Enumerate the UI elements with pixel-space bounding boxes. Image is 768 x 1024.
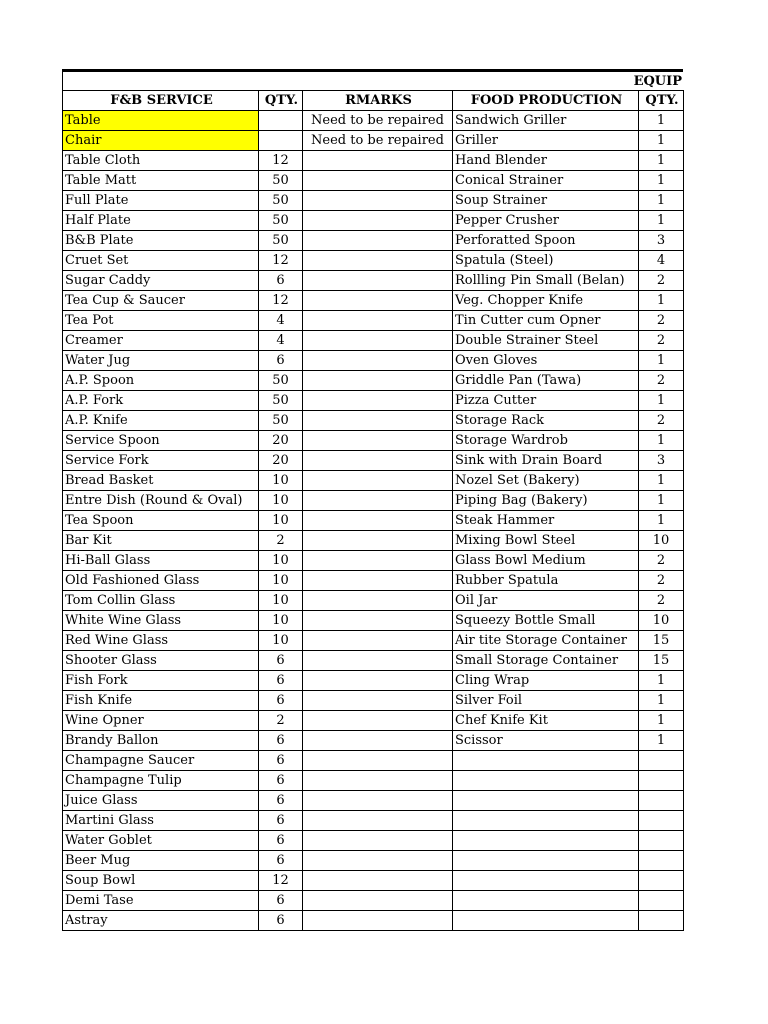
fp-item-cell: Griddle Pan (Tawa) bbox=[453, 371, 639, 391]
fb-qty-cell: 12 bbox=[259, 251, 303, 271]
fb-item-cell: B&B Plate bbox=[63, 231, 259, 251]
table-row bbox=[63, 511, 684, 531]
table-row bbox=[63, 271, 684, 291]
table-row bbox=[63, 171, 684, 191]
fb-qty-cell: 6 bbox=[259, 911, 303, 931]
fb-qty-cell bbox=[259, 131, 303, 151]
fb-item-cell: A.P. Spoon bbox=[63, 371, 259, 391]
fp-qty-cell bbox=[639, 891, 684, 911]
fp-qty-cell: 1 bbox=[639, 431, 684, 451]
fp-item-cell: Storage Rack bbox=[453, 411, 639, 431]
fb-qty-cell: 10 bbox=[259, 471, 303, 491]
table-row bbox=[63, 531, 684, 551]
fb-qty-cell: 12 bbox=[259, 151, 303, 171]
fp-item-cell bbox=[453, 751, 639, 771]
table-row bbox=[63, 551, 684, 571]
fb-qty-cell: 12 bbox=[259, 871, 303, 891]
fp-qty-cell: 15 bbox=[639, 651, 684, 671]
remarks-cell bbox=[303, 431, 453, 451]
fb-qty-cell: 6 bbox=[259, 831, 303, 851]
remarks-cell bbox=[303, 871, 453, 891]
fp-item-cell: Hand Blender bbox=[453, 151, 639, 171]
remarks-cell bbox=[303, 411, 453, 431]
table-row bbox=[63, 671, 684, 691]
fp-qty-cell: 3 bbox=[639, 231, 684, 251]
fp-qty-cell: 2 bbox=[639, 591, 684, 611]
fb-item-cell: Table Matt bbox=[63, 171, 259, 191]
fb-item-cell: Tea Spoon bbox=[63, 511, 259, 531]
fb-item-cell: Full Plate bbox=[63, 191, 259, 211]
table-row bbox=[63, 311, 684, 331]
equipment-sheet bbox=[62, 69, 683, 931]
table-row bbox=[63, 611, 684, 631]
remarks-cell bbox=[303, 591, 453, 611]
remarks-cell bbox=[303, 651, 453, 671]
fb-qty-cell: 10 bbox=[259, 511, 303, 531]
fp-item-cell: Tin Cutter cum Opner bbox=[453, 311, 639, 331]
fp-item-cell: Veg. Chopper Knife bbox=[453, 291, 639, 311]
fp-item-cell: Soup Strainer bbox=[453, 191, 639, 211]
fb-item-cell: Water Jug bbox=[63, 351, 259, 371]
fp-item-cell: Steak Hammer bbox=[453, 511, 639, 531]
fb-qty-cell: 2 bbox=[259, 531, 303, 551]
header-fb-service: F&B SERVICE bbox=[63, 91, 259, 111]
table-row bbox=[63, 191, 684, 211]
fp-qty-cell: 2 bbox=[639, 371, 684, 391]
remarks-cell bbox=[303, 731, 453, 751]
remarks-cell bbox=[303, 611, 453, 631]
fb-item-cell: Tea Cup & Saucer bbox=[63, 291, 259, 311]
fp-item-cell: Silver Foil bbox=[453, 691, 639, 711]
fb-item-cell: Red Wine Glass bbox=[63, 631, 259, 651]
remarks-cell bbox=[303, 831, 453, 851]
fp-item-cell: Oven Gloves bbox=[453, 351, 639, 371]
fb-item-cell: Old Fashioned Glass bbox=[63, 571, 259, 591]
fp-item-cell: Air tite Storage Container bbox=[453, 631, 639, 651]
fb-qty-cell: 6 bbox=[259, 731, 303, 751]
fp-item-cell: Mixing Bowl Steel bbox=[453, 531, 639, 551]
fp-qty-cell: 1 bbox=[639, 731, 684, 751]
fp-item-cell: Conical Strainer bbox=[453, 171, 639, 191]
sheet-title-row bbox=[62, 69, 683, 90]
fp-qty-cell: 1 bbox=[639, 391, 684, 411]
fb-qty-cell: 2 bbox=[259, 711, 303, 731]
fp-qty-cell: 1 bbox=[639, 291, 684, 311]
fp-qty-cell: 1 bbox=[639, 131, 684, 151]
remarks-cell bbox=[303, 231, 453, 251]
table-row bbox=[63, 651, 684, 671]
table-row bbox=[63, 451, 684, 471]
sheet-title: EQUIP bbox=[633, 74, 682, 89]
fb-qty-cell: 6 bbox=[259, 751, 303, 771]
fb-qty-cell: 6 bbox=[259, 651, 303, 671]
fb-qty-cell: 50 bbox=[259, 411, 303, 431]
fb-item-cell: Juice Glass bbox=[63, 791, 259, 811]
fp-qty-cell: 15 bbox=[639, 631, 684, 651]
table-row bbox=[63, 891, 684, 911]
fp-item-cell: Griller bbox=[453, 131, 639, 151]
fb-item-cell: Tom Collin Glass bbox=[63, 591, 259, 611]
remarks-cell bbox=[303, 211, 453, 231]
remarks-cell bbox=[303, 491, 453, 511]
fb-item-cell: A.P. Fork bbox=[63, 391, 259, 411]
fb-qty-cell: 10 bbox=[259, 491, 303, 511]
fp-qty-cell: 1 bbox=[639, 151, 684, 171]
fp-item-cell: Oil Jar bbox=[453, 591, 639, 611]
table-row bbox=[63, 771, 684, 791]
fp-qty-cell: 4 bbox=[639, 251, 684, 271]
fb-item-cell: Table bbox=[63, 111, 259, 131]
header-fp-qty: QTY. bbox=[639, 91, 684, 111]
remarks-cell bbox=[303, 671, 453, 691]
fp-qty-cell: 2 bbox=[639, 271, 684, 291]
remarks-cell bbox=[303, 331, 453, 351]
remarks-cell bbox=[303, 311, 453, 331]
fp-qty-cell bbox=[639, 791, 684, 811]
fb-qty-cell: 6 bbox=[259, 851, 303, 871]
table-row bbox=[63, 851, 684, 871]
fp-qty-cell: 10 bbox=[639, 611, 684, 631]
table-row bbox=[63, 231, 684, 251]
fb-item-cell: A.P. Knife bbox=[63, 411, 259, 431]
table-row bbox=[63, 151, 684, 171]
fb-item-cell: Wine Opner bbox=[63, 711, 259, 731]
remarks-cell bbox=[303, 711, 453, 731]
fp-qty-cell: 1 bbox=[639, 471, 684, 491]
table-row bbox=[63, 591, 684, 611]
fb-qty-cell: 6 bbox=[259, 351, 303, 371]
fp-item-cell: Scissor bbox=[453, 731, 639, 751]
fb-item-cell: Martini Glass bbox=[63, 811, 259, 831]
fp-qty-cell: 1 bbox=[639, 191, 684, 211]
remarks-cell bbox=[303, 571, 453, 591]
table-row bbox=[63, 431, 684, 451]
fp-item-cell: Rollling Pin Small (Belan) bbox=[453, 271, 639, 291]
fp-item-cell: Pizza Cutter bbox=[453, 391, 639, 411]
fp-item-cell: Cling Wrap bbox=[453, 671, 639, 691]
remarks-cell bbox=[303, 291, 453, 311]
fp-qty-cell: 1 bbox=[639, 711, 684, 731]
table-row bbox=[63, 691, 684, 711]
fp-item-cell bbox=[453, 791, 639, 811]
fb-item-cell: Hi-Ball Glass bbox=[63, 551, 259, 571]
fp-qty-cell: 1 bbox=[639, 171, 684, 191]
fp-item-cell bbox=[453, 851, 639, 871]
remarks-cell bbox=[303, 791, 453, 811]
fp-item-cell: Storage Wardrob bbox=[453, 431, 639, 451]
fp-qty-cell: 1 bbox=[639, 511, 684, 531]
fb-qty-cell: 4 bbox=[259, 331, 303, 351]
table-row bbox=[63, 471, 684, 491]
fb-item-cell: Half Plate bbox=[63, 211, 259, 231]
equipment-table bbox=[62, 90, 684, 931]
remarks-cell bbox=[303, 151, 453, 171]
fb-qty-cell: 10 bbox=[259, 631, 303, 651]
remarks-cell bbox=[303, 271, 453, 291]
table-row bbox=[63, 711, 684, 731]
fp-item-cell: Rubber Spatula bbox=[453, 571, 639, 591]
table-row bbox=[63, 291, 684, 311]
remarks-cell bbox=[303, 351, 453, 371]
remarks-cell bbox=[303, 811, 453, 831]
header-remarks: RMARKS bbox=[303, 91, 453, 111]
remarks-cell bbox=[303, 631, 453, 651]
table-row bbox=[63, 811, 684, 831]
remarks-cell bbox=[303, 391, 453, 411]
fp-item-cell bbox=[453, 831, 639, 851]
fp-qty-cell bbox=[639, 871, 684, 891]
fp-item-cell: Small Storage Container bbox=[453, 651, 639, 671]
fb-item-cell: Champagne Tulip bbox=[63, 771, 259, 791]
table-row bbox=[63, 751, 684, 771]
fp-qty-cell: 2 bbox=[639, 311, 684, 331]
fb-qty-cell: 50 bbox=[259, 371, 303, 391]
header-row bbox=[63, 91, 684, 111]
table-row bbox=[63, 131, 684, 151]
fb-qty-cell: 10 bbox=[259, 551, 303, 571]
fp-item-cell: Spatula (Steel) bbox=[453, 251, 639, 271]
remarks-cell bbox=[303, 251, 453, 271]
fp-item-cell: Glass Bowl Medium bbox=[453, 551, 639, 571]
fp-qty-cell: 10 bbox=[639, 531, 684, 551]
table-row bbox=[63, 111, 684, 131]
fp-item-cell bbox=[453, 891, 639, 911]
table-row bbox=[63, 731, 684, 751]
fp-item-cell bbox=[453, 811, 639, 831]
table-row bbox=[63, 251, 684, 271]
fb-qty-cell bbox=[259, 111, 303, 131]
fb-qty-cell: 10 bbox=[259, 571, 303, 591]
table-row bbox=[63, 911, 684, 931]
fb-qty-cell: 10 bbox=[259, 591, 303, 611]
table-body bbox=[63, 111, 684, 931]
fb-qty-cell: 6 bbox=[259, 771, 303, 791]
remarks-cell bbox=[303, 891, 453, 911]
header-fb-qty: QTY. bbox=[259, 91, 303, 111]
remarks-cell bbox=[303, 371, 453, 391]
fb-item-cell: Entre Dish (Round & Oval) bbox=[63, 491, 259, 511]
fp-qty-cell: 1 bbox=[639, 211, 684, 231]
fb-item-cell: Champagne Saucer bbox=[63, 751, 259, 771]
fp-qty-cell: 2 bbox=[639, 411, 684, 431]
table-row bbox=[63, 871, 684, 891]
fb-item-cell: Tea Pot bbox=[63, 311, 259, 331]
fb-item-cell: Cruet Set bbox=[63, 251, 259, 271]
remarks-cell bbox=[303, 911, 453, 931]
fp-qty-cell: 3 bbox=[639, 451, 684, 471]
fp-item-cell bbox=[453, 871, 639, 891]
fp-item-cell bbox=[453, 771, 639, 791]
remarks-cell bbox=[303, 511, 453, 531]
fp-qty-cell bbox=[639, 751, 684, 771]
fp-qty-cell bbox=[639, 831, 684, 851]
table-row bbox=[63, 491, 684, 511]
fp-item-cell: Sink with Drain Board bbox=[453, 451, 639, 471]
fb-qty-cell: 50 bbox=[259, 211, 303, 231]
remarks-cell bbox=[303, 851, 453, 871]
fb-qty-cell: 6 bbox=[259, 271, 303, 291]
fb-qty-cell: 50 bbox=[259, 191, 303, 211]
fb-qty-cell: 6 bbox=[259, 791, 303, 811]
remarks-cell: Need to be repaired bbox=[303, 131, 453, 151]
fb-qty-cell: 6 bbox=[259, 691, 303, 711]
fb-qty-cell: 50 bbox=[259, 231, 303, 251]
fb-item-cell: Creamer bbox=[63, 331, 259, 351]
header-food-production: FOOD PRODUCTION bbox=[453, 91, 639, 111]
fb-item-cell: Bar Kit bbox=[63, 531, 259, 551]
remarks-cell bbox=[303, 451, 453, 471]
fb-qty-cell: 6 bbox=[259, 811, 303, 831]
fp-qty-cell bbox=[639, 911, 684, 931]
fb-qty-cell: 6 bbox=[259, 671, 303, 691]
fp-qty-cell: 2 bbox=[639, 331, 684, 351]
fb-item-cell: Sugar Caddy bbox=[63, 271, 259, 291]
remarks-cell bbox=[303, 471, 453, 491]
fb-item-cell: White Wine Glass bbox=[63, 611, 259, 631]
fp-item-cell: Nozel Set (Bakery) bbox=[453, 471, 639, 491]
fp-qty-cell: 1 bbox=[639, 351, 684, 371]
fb-qty-cell: 12 bbox=[259, 291, 303, 311]
table-row bbox=[63, 411, 684, 431]
fb-qty-cell: 10 bbox=[259, 611, 303, 631]
fp-qty-cell: 2 bbox=[639, 551, 684, 571]
fp-qty-cell bbox=[639, 811, 684, 831]
fp-qty-cell: 2 bbox=[639, 571, 684, 591]
fb-item-cell: Demi Tase bbox=[63, 891, 259, 911]
fb-item-cell: Service Fork bbox=[63, 451, 259, 471]
table-row bbox=[63, 371, 684, 391]
fp-item-cell: Double Strainer Steel bbox=[453, 331, 639, 351]
fb-item-cell: Water Goblet bbox=[63, 831, 259, 851]
fb-qty-cell: 4 bbox=[259, 311, 303, 331]
fp-qty-cell: 1 bbox=[639, 491, 684, 511]
fp-item-cell: Piping Bag (Bakery) bbox=[453, 491, 639, 511]
fp-item-cell: Perforatted Spoon bbox=[453, 231, 639, 251]
fb-item-cell: Service Spoon bbox=[63, 431, 259, 451]
fp-item-cell: Chef Knife Kit bbox=[453, 711, 639, 731]
fb-item-cell: Chair bbox=[63, 131, 259, 151]
fb-item-cell: Fish Knife bbox=[63, 691, 259, 711]
fp-item-cell: Sandwich Griller bbox=[453, 111, 639, 131]
fb-item-cell: Soup Bowl bbox=[63, 871, 259, 891]
remarks-cell bbox=[303, 691, 453, 711]
fb-qty-cell: 50 bbox=[259, 391, 303, 411]
table-row bbox=[63, 571, 684, 591]
fp-qty-cell bbox=[639, 771, 684, 791]
fb-item-cell: Astray bbox=[63, 911, 259, 931]
fb-item-cell: Bread Basket bbox=[63, 471, 259, 491]
table-row bbox=[63, 351, 684, 371]
table-row bbox=[63, 831, 684, 851]
table-row bbox=[63, 391, 684, 411]
table-row bbox=[63, 791, 684, 811]
fb-qty-cell: 50 bbox=[259, 171, 303, 191]
remarks-cell bbox=[303, 191, 453, 211]
fp-item-cell: Pepper Crusher bbox=[453, 211, 639, 231]
fb-qty-cell: 20 bbox=[259, 451, 303, 471]
fb-qty-cell: 20 bbox=[259, 431, 303, 451]
fb-qty-cell: 6 bbox=[259, 891, 303, 911]
remarks-cell bbox=[303, 751, 453, 771]
fb-item-cell: Table Cloth bbox=[63, 151, 259, 171]
table-row bbox=[63, 631, 684, 651]
fb-item-cell: Beer Mug bbox=[63, 851, 259, 871]
fp-qty-cell bbox=[639, 851, 684, 871]
fb-item-cell: Fish Fork bbox=[63, 671, 259, 691]
remarks-cell bbox=[303, 171, 453, 191]
fb-item-cell: Brandy Ballon bbox=[63, 731, 259, 751]
fp-item-cell bbox=[453, 911, 639, 931]
table-row bbox=[63, 331, 684, 351]
fp-qty-cell: 1 bbox=[639, 691, 684, 711]
remarks-cell bbox=[303, 551, 453, 571]
remarks-cell bbox=[303, 531, 453, 551]
remarks-cell: Need to be repaired bbox=[303, 111, 453, 131]
fp-qty-cell: 1 bbox=[639, 111, 684, 131]
table-row bbox=[63, 211, 684, 231]
fp-qty-cell: 1 bbox=[639, 671, 684, 691]
fp-item-cell: Squeezy Bottle Small bbox=[453, 611, 639, 631]
fb-item-cell: Shooter Glass bbox=[63, 651, 259, 671]
remarks-cell bbox=[303, 771, 453, 791]
